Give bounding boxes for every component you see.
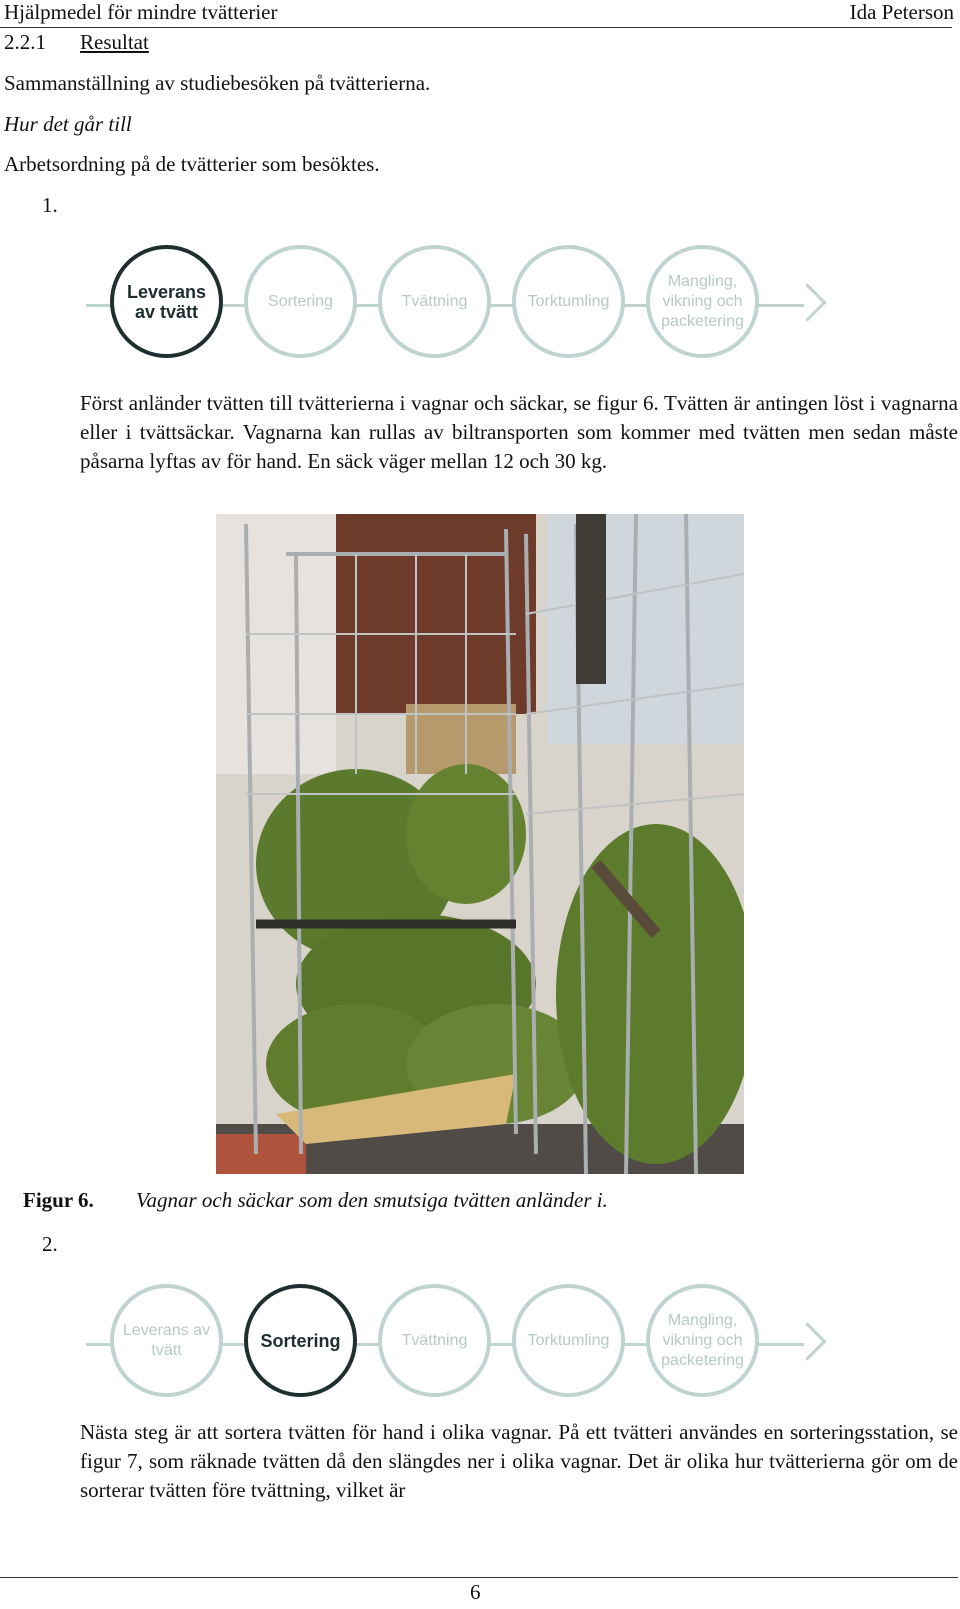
summary-text: Sammanställning av studiebesöken på tvätterierna. [4, 71, 431, 95]
step-circle-washing: Tvättning [378, 245, 491, 358]
paragraph-1: Först anländer tvätten till tvätterierna i vagnar och säckar, se figur 6. Tvätten är antingen löst i vagnarna eller i tvättsäckar. Vagnarna kan rullas av biltransporten som kommer med tvätten men sedan måste påsarna lyftas av för hand. En säck väger mellan 12 och 30 kg. [80, 391, 958, 473]
step-circle-sorting: Sortering [244, 245, 357, 358]
page-number: 6 [470, 1580, 481, 1604]
figure-photo [216, 514, 744, 1174]
footer-rule [0, 1577, 958, 1578]
step-circle-folding: Mangling, vikning och packetering [646, 1284, 759, 1397]
step-circle-sorting: Sortering [244, 1284, 357, 1397]
order-text: Arbetsordning på de tvätterier som besöktes. [4, 152, 380, 176]
step-number-2: 2. [42, 1232, 58, 1256]
header-title: Hjälpmedel för mindre tvätterier [4, 0, 278, 24]
laundry-carts-image [216, 514, 744, 1174]
subheading: Hur det går till [4, 112, 132, 136]
step-circle-delivery: Leverans av tvätt [110, 1284, 223, 1397]
figure-label: Figur 6. [23, 1188, 94, 1212]
header-author: Ida Peterson [849, 0, 954, 24]
section-title: Resultat [80, 30, 149, 54]
step-number-1: 1. [42, 193, 58, 217]
step-circle-drying: Torktumling [512, 1284, 625, 1397]
flow-arrow-icon [788, 1322, 826, 1360]
process-flow-2 [86, 1281, 830, 1407]
process-flow-1 [86, 242, 830, 368]
step-circle-washing: Tvättning [378, 1284, 491, 1397]
section-number: 2.2.1 [4, 30, 46, 54]
paragraph-2: Nästa steg är att sortera tvätten för hand i olika vagnar. På ett tvätteri användes en sorteringsstation, se figur 7, som räknade tvätten då den slängdes ner i olika vagnar. Det är olika hur tvätterierna gör om de sorterar tvätten före tvättning, vilket är [80, 1420, 958, 1502]
step-circle-folding: Mangling, vikning och packetering [646, 245, 759, 358]
step-circle-drying: Torktumling [512, 245, 625, 358]
step-circle-delivery: Leverans av tvätt [110, 245, 223, 358]
flow-arrow-icon [788, 283, 826, 321]
figure-caption: Vagnar och säckar som den smutsiga tvätten anländer i. [136, 1188, 608, 1212]
